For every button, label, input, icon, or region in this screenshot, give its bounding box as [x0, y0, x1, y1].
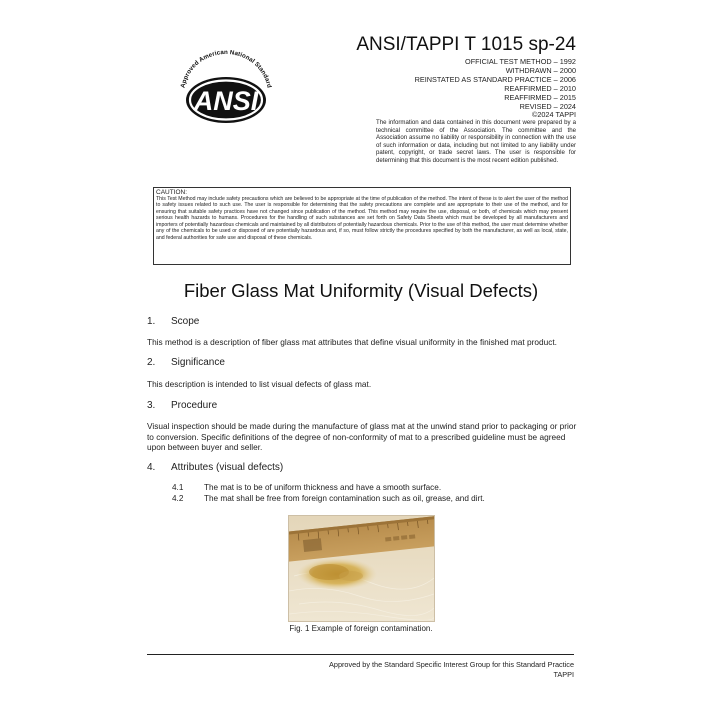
section-title: Significance: [171, 357, 225, 368]
caution-text: This Test Method may include safety precautions which are believed to be appropriate at the time of publication of the method. The intent of these is to alert the user of the method to safety issues related to such use. The user is responsible for determining that the safety precautions are complete and are appropriate to their use of the method, and for ensuring that suitable safety practices have not changed since publication of the method. This method may require the use, disposal, or both, of chemicals which may present serious health hazards to humans. Procedures for the handling of such substances are set forth on Safety Data Sheets which must be developed by all manufacturers and importers of potentially hazardous chemicals and maintained by all distributors of potentially hazardous chemicals. Prior to the use of this method, the user must determine whether any of the chemicals to be used or disposed of are potentially hazardous and, if so, must follow strictly the procedures specified by both the manufacturer, as well as local, state, and federal authorities for safe use and disposal of these chemicals.: [156, 196, 568, 241]
sub-item: [172, 483, 441, 492]
contamination-photo: [288, 515, 435, 622]
footer-divider: [147, 654, 574, 655]
section-title: Attributes (visual defects): [171, 462, 284, 473]
sub-item: [172, 494, 485, 503]
figure-caption: Fig. 1 Example of foreign contamination.: [289, 624, 433, 633]
history-line: ©2024 TAPPI: [531, 110, 576, 120]
logo-text: ANSI: [193, 86, 259, 116]
ansi-logo: [172, 42, 280, 130]
section-title: Procedure: [171, 400, 218, 411]
section-number: 4.: [147, 462, 156, 473]
standard-id: ANSI/TAPPI T 1015 sp-24: [356, 34, 576, 55]
section-heading-significance: [147, 357, 225, 368]
history-line: REAFFIRMED – 2010: [504, 83, 576, 93]
history-line: REVISED – 2024: [519, 101, 576, 111]
history-line: REINSTATED AS STANDARD PRACTICE – 2006: [414, 74, 576, 84]
section-number: 3.: [147, 400, 156, 411]
caution-label: CAUTION:: [156, 189, 188, 196]
sub-item-number: 4.2: [172, 494, 184, 503]
liability-disclaimer: The information and data contained in this document were prepared by a technical committee of the Association. The committee and the Association assume no liability or responsibility in connection with the use of such information or data, including but not limited to any liability under patent, copyright, or trade secret laws. The user is responsible for determining that this document is the most recent edition published.: [376, 119, 576, 164]
revision-history: [415, 58, 576, 120]
history-line: OFFICIAL TEST METHOD – 1992: [465, 57, 576, 66]
history-line: WITHDRAWN – 2000: [505, 65, 576, 75]
section-number: 2.: [147, 357, 156, 368]
section-title: Scope: [171, 316, 200, 327]
section-number: 1.: [147, 316, 156, 327]
logo-arc-text: Approved American National Standard: [179, 48, 273, 89]
history-line: REAFFIRMED – 2015: [504, 92, 576, 102]
footer-org: TAPPI: [553, 670, 574, 679]
sub-item-text: The mat is to be of uniform thickness and have a smooth surface.: [204, 483, 442, 492]
sub-item-text: The mat shall be free from foreign contamination such as oil, grease, and dirt.: [204, 494, 485, 503]
section-text-scope: This method is a description of fiber glass mat attributes that define visual uniformity in the finished mat product.: [147, 337, 557, 347]
footer-approval: Approved by the Standard Specific Interest Group for this Standard Practice: [329, 660, 574, 669]
section-text-significance: This description is intended to list visual defects of glass mat.: [147, 379, 372, 389]
section-heading-scope: [147, 316, 199, 327]
section-heading-procedure: [147, 400, 217, 411]
caution-box: [153, 187, 571, 265]
sub-item-number: 4.1: [172, 483, 184, 492]
section-text-procedure: Visual inspection should be made during the manufacture of glass mat at the unwind stand prior to packaging or prior to conversion. Specific definitions of the degree of non-conformity of mat to a prescribed guideline must be agreed upon between buyer and seller.: [147, 421, 577, 453]
section-heading-attributes: [147, 462, 283, 473]
document-title: Fiber Glass Mat Uniformity (Visual Defects): [183, 280, 539, 301]
